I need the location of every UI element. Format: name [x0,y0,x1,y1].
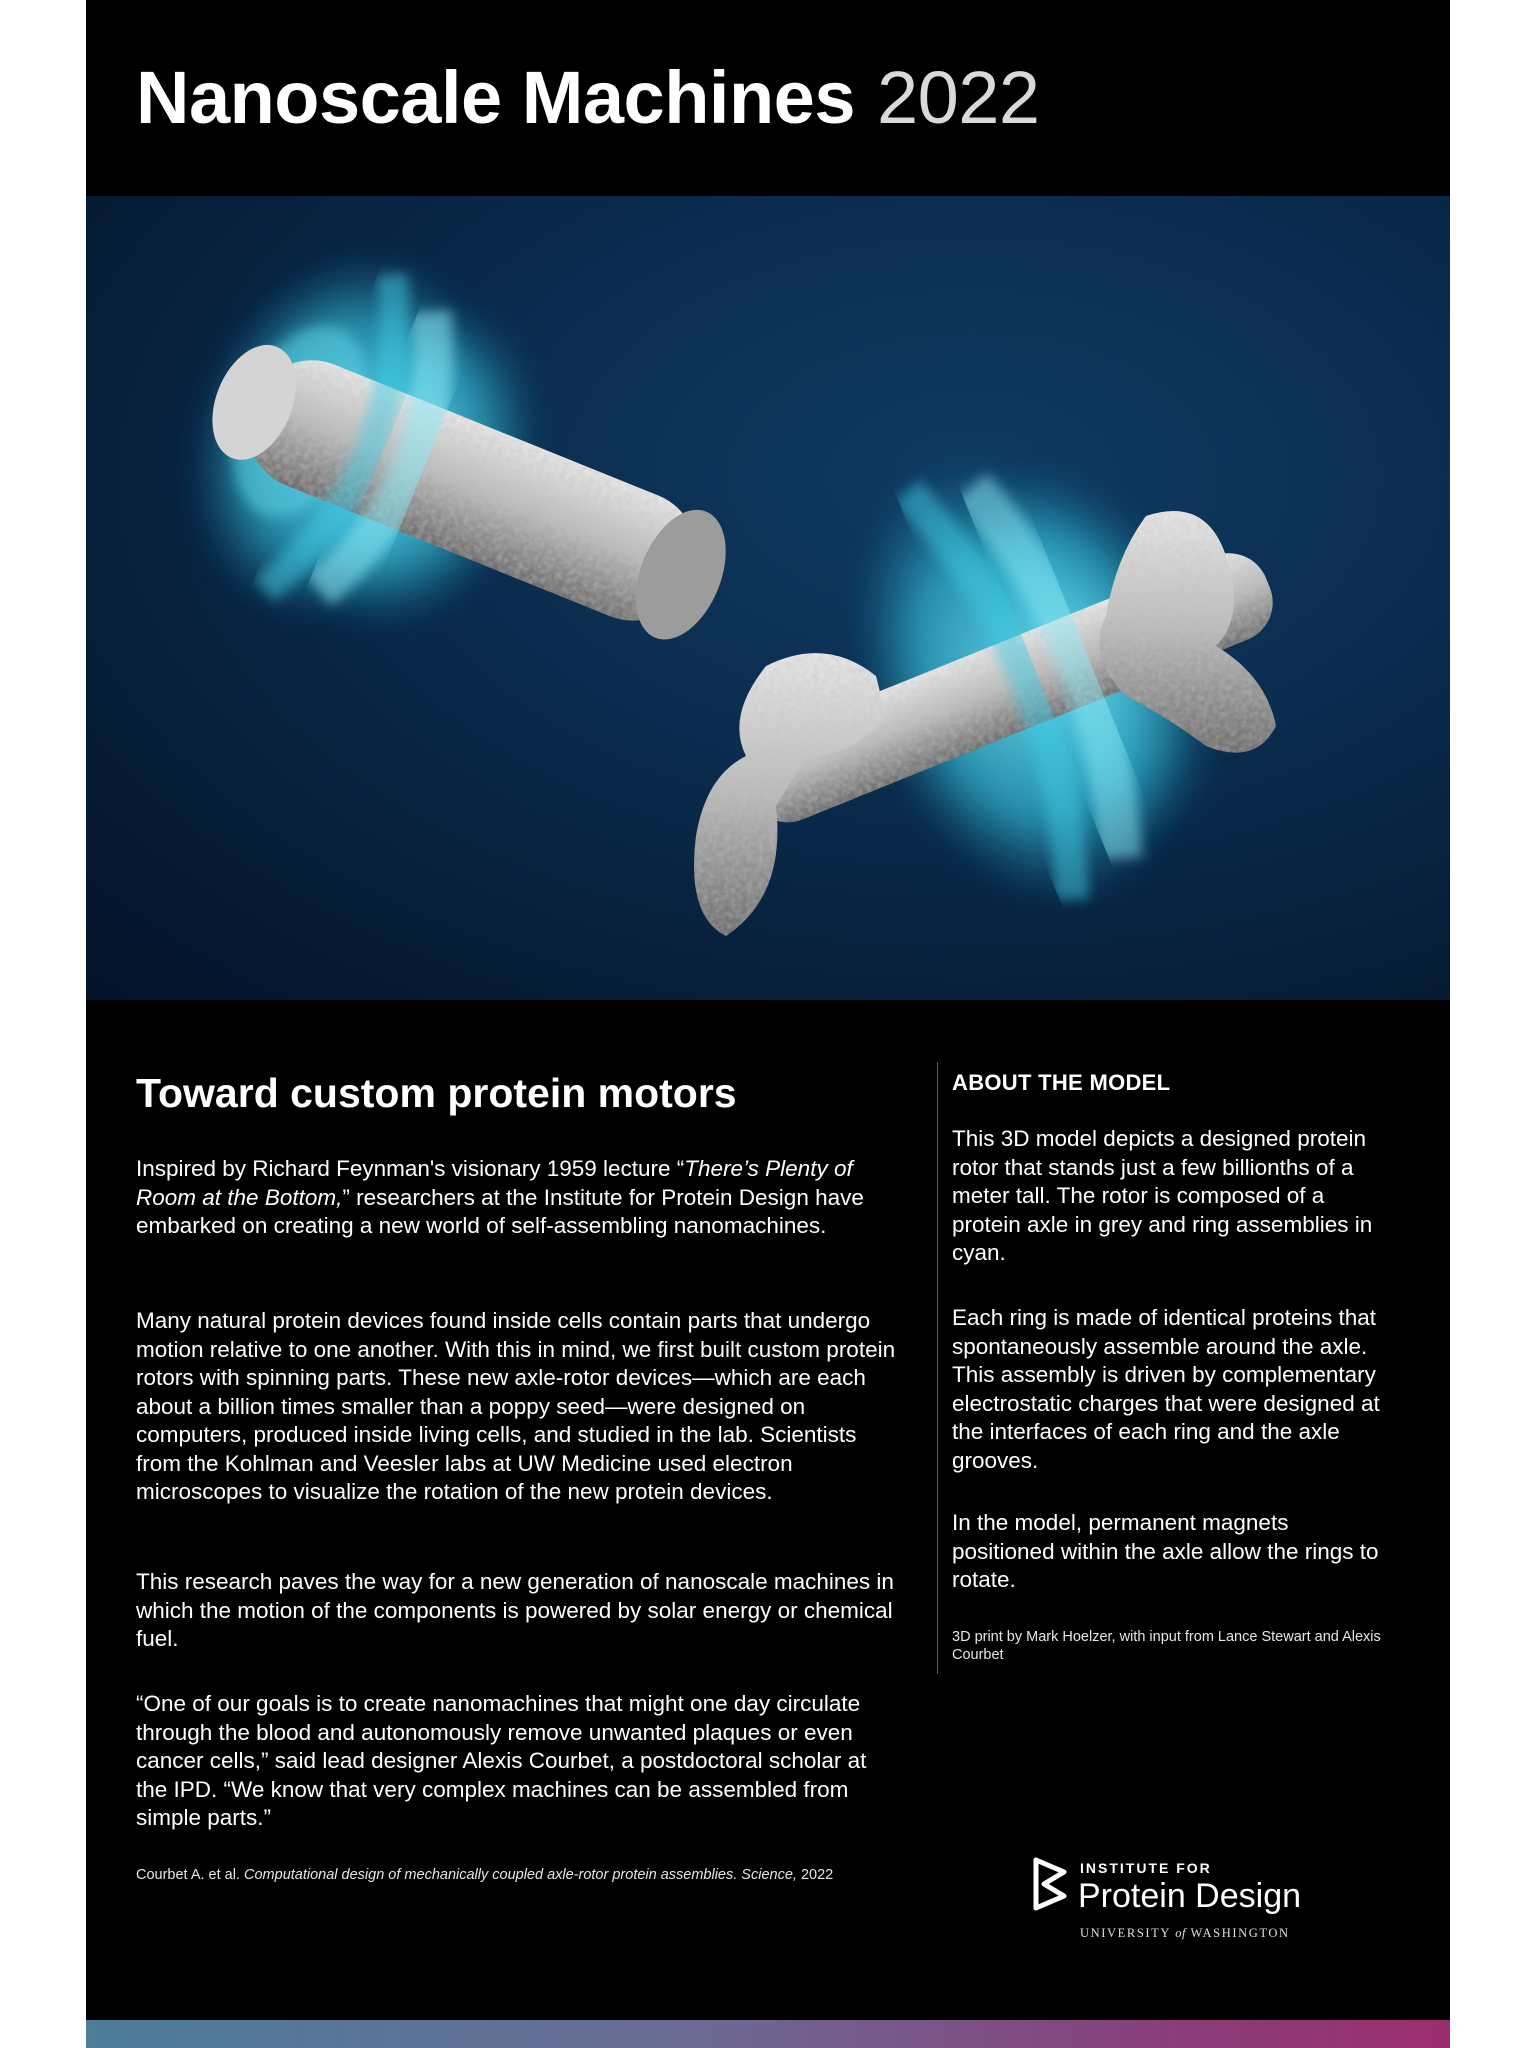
about-paragraph-3: In the model, permanent magnets positioned within the axle allow the rings to rotate. [952,1510,1379,1592]
logo-university [1080,1926,1290,1941]
page-title [136,56,1040,140]
print-credit: 3D print by Mark Hoelzer, with input from Lance Stewart and Alexis Courbet [952,1629,1381,1663]
logo-institute-for: INSTITUTE FOR [1080,1860,1212,1876]
p1-end: ” researchers at the Institute for Protein Design have embarked on creating a new world of self-assembling nanomachines. [136,1184,864,1238]
title-year: 2022 [876,56,1040,139]
bottom-gradient-bar [86,2020,1450,2048]
ipd-logo-mark-icon [1030,1856,1070,1912]
column-divider [937,1062,938,1674]
logo-sub-a: UNIVERSITY [1080,1926,1176,1940]
hero-image [86,196,1450,1000]
p1-start: Inspired by Richard Feynman's visionary 1959 lecture “ [136,1156,685,1181]
body-paragraph-1 [136,1155,896,1241]
body-paragraph-3: This research paves the way for a new generation of nanoscale machines in which the motion of the components is powered by solar energy or chemical fuel. [136,1569,894,1651]
logo-protein-design: Protein Design [1078,1877,1302,1915]
logo-sub-of: of [1175,1926,1186,1940]
poster [86,0,1450,2048]
title-bar [86,0,1450,196]
body-paragraph-2: Many natural protein devices found inside cells contain parts that undergo motion relative to one another. With this in mind, we first built custom protein rotors with spinning parts. These new axle-rotor devices—which are each about a billion times smaller than a poppy seed—were designed on computers, produced inside living cells, and studied in the lab. Scientists from the Kohlman and Veesler labs at UW Medicine used electron microscopes to visualize the rotation of the new protein devices. [136,1308,896,1504]
about-paragraph-1: This 3D model depicts a designed protein rotor that stands just a few billionths of a meter tall. The rotor is composed of a protein axle in grey and ring assemblies in cyan. [952,1126,1373,1265]
ipd-logo [1030,1856,1330,1946]
logo-sub-b: WASHINGTON [1186,1926,1290,1940]
section-heading: Toward custom protein motors [136,1070,737,1116]
about-heading: ABOUT THE MODEL [952,1070,1171,1095]
citation-year: 2022 [796,1867,834,1883]
body-paragraph-4: “One of our goals is to create nanomachines that might one day circulate through the blood and autonomously remove unwanted plaques or even cancer cells,” said lead designer Alexis Courbet, a postdoctoral scholar at the IPD. “We know that very complex machines can be assembled from simple parts.” [136,1691,867,1830]
title-main: Nanoscale Machines [136,56,855,139]
citation [136,1866,896,1884]
right-rotor [694,400,1285,954]
left-rotor [137,207,744,687]
citation-prefix: Courbet A. et al. [136,1867,245,1883]
about-paragraph-2: Each ring is made of identical proteins that spontaneously assemble around the axle. This assembly is driven by complementary electrostatic charges that were designed at the interfaces of each ring and the axle grooves. [952,1305,1380,1473]
lecture-title: There’s Plenty of Room at the Bottom, [136,1156,853,1210]
protein-rotor-illustration [86,196,1450,1000]
citation-title: Computational design of mechanically coupled axle-rotor protein assemblies. Science, [244,1867,797,1883]
